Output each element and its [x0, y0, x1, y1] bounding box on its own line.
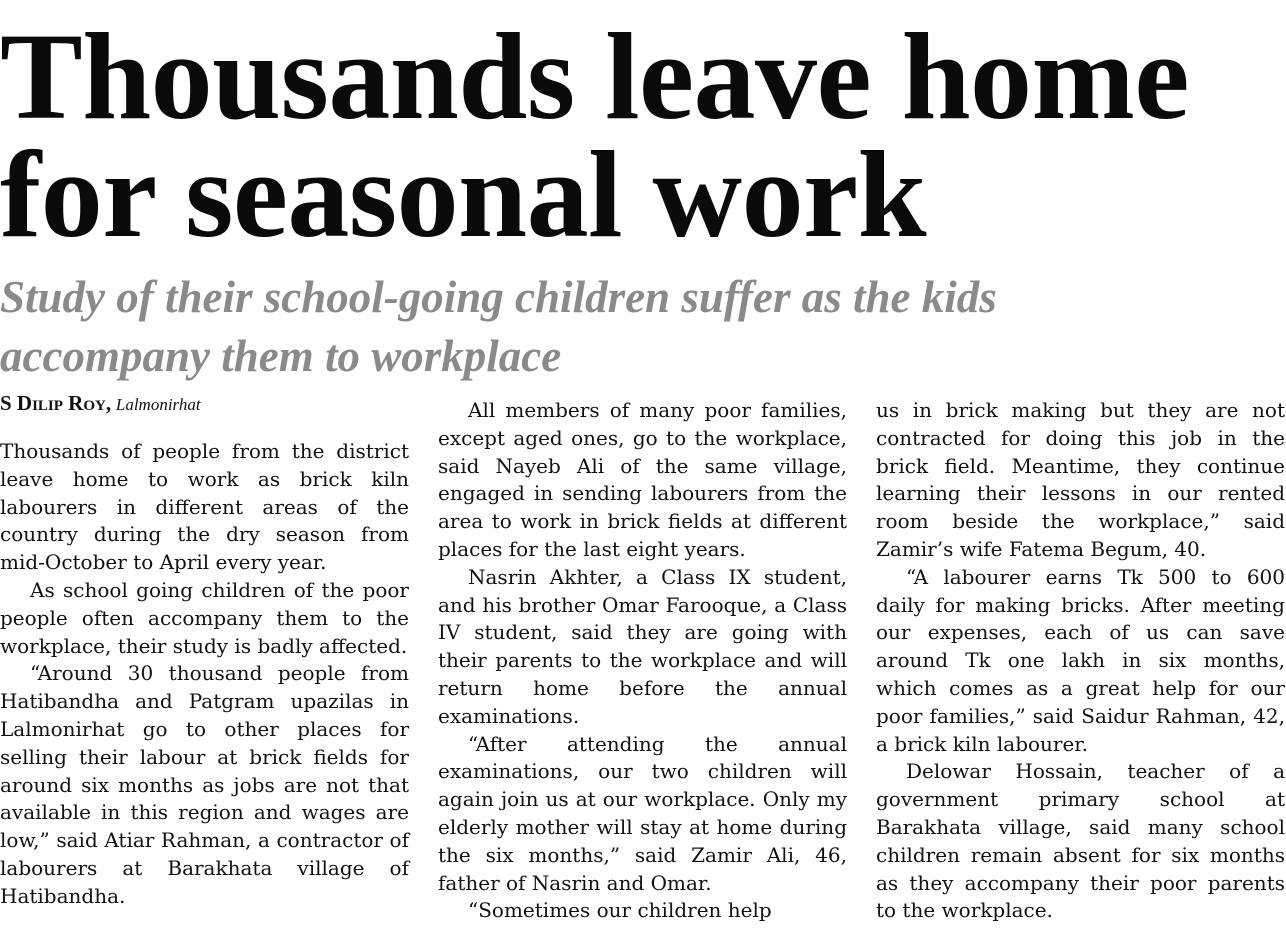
byline	[0, 390, 201, 418]
article-paragraph: As school going children of the poor people often accompany them to the workplace, their study is badly affected.	[0, 577, 409, 658]
article-column-2	[438, 397, 847, 925]
article-paragraph: “After attending the annual examinations, our two children will again join us at our workplace. Only my elderly mother will stay at home during the six months,” said Zamir Ali, 46, father of Nasrin and Omar.	[438, 731, 847, 895]
subheadline-line-1: Study of their school-going children suffer as the kids	[0, 272, 997, 322]
article-paragraph: Delowar Hossain, teacher of a government primary school at Barakhata village, said many school children remain absent for six months as they accompany their poor parents to the workplace.	[876, 759, 1285, 923]
article-paragraph: “A labourer earns Tk 500 to 600 daily for making bricks. After meeting our expenses, each of us can save around Tk one lakh in six months, which comes as a great help for our poor families,” said Saidur Rahman, 42, a brick kiln labourer.	[876, 564, 1285, 756]
article-column-3	[876, 397, 1285, 925]
article-column-1	[0, 438, 409, 911]
article-paragraph: “Sometimes our children help	[468, 898, 772, 923]
headline	[0, 8, 1286, 263]
subheadline	[0, 268, 1286, 386]
article-paragraph: Nasrin Akhter, a Class IX student, and his brother Omar Farooque, a Class IV student, said they are going with their parents to the workplace and will return home before the annual examinations.	[438, 564, 847, 728]
headline-line-2: for seasonal work	[0, 126, 927, 263]
byline-author: S Dilip Roy,	[0, 391, 112, 415]
article-paragraph: us in brick making but they are not contracted for doing this job in the brick field. Meantime, they continue learning their lessons in our rented room beside the workplace,” said Zamir’s wife Fatema Begum, 40.	[876, 398, 1285, 561]
headline-line-1: Thousands leave home	[0, 8, 1189, 145]
article-paragraph: “Around 30 thousand people from Hatibandha and Patgram upazilas in Lalmonirhat go to other places for selling their labour at brick fields for around six months as jobs are not that available in this region and wages are low,” said Atiar Rahman, a contractor of labourers at Barakhata village of Hatibandha.	[0, 661, 409, 908]
byline-place: Lalmonirhat	[115, 395, 201, 414]
article-paragraph: Thousands of people from the district leave home to work as brick kiln labourers in different areas of the country during the dry season from mid-October to April every year.	[0, 439, 409, 575]
article-paragraph: All members of many poor families, except aged ones, go to the workplace, said Nayeb Ali of the same village, engaged in sending labourers from the area to work in brick fields at different places for the last eight years.	[438, 398, 847, 561]
subheadline-line-2: accompany them to workplace	[0, 331, 562, 381]
